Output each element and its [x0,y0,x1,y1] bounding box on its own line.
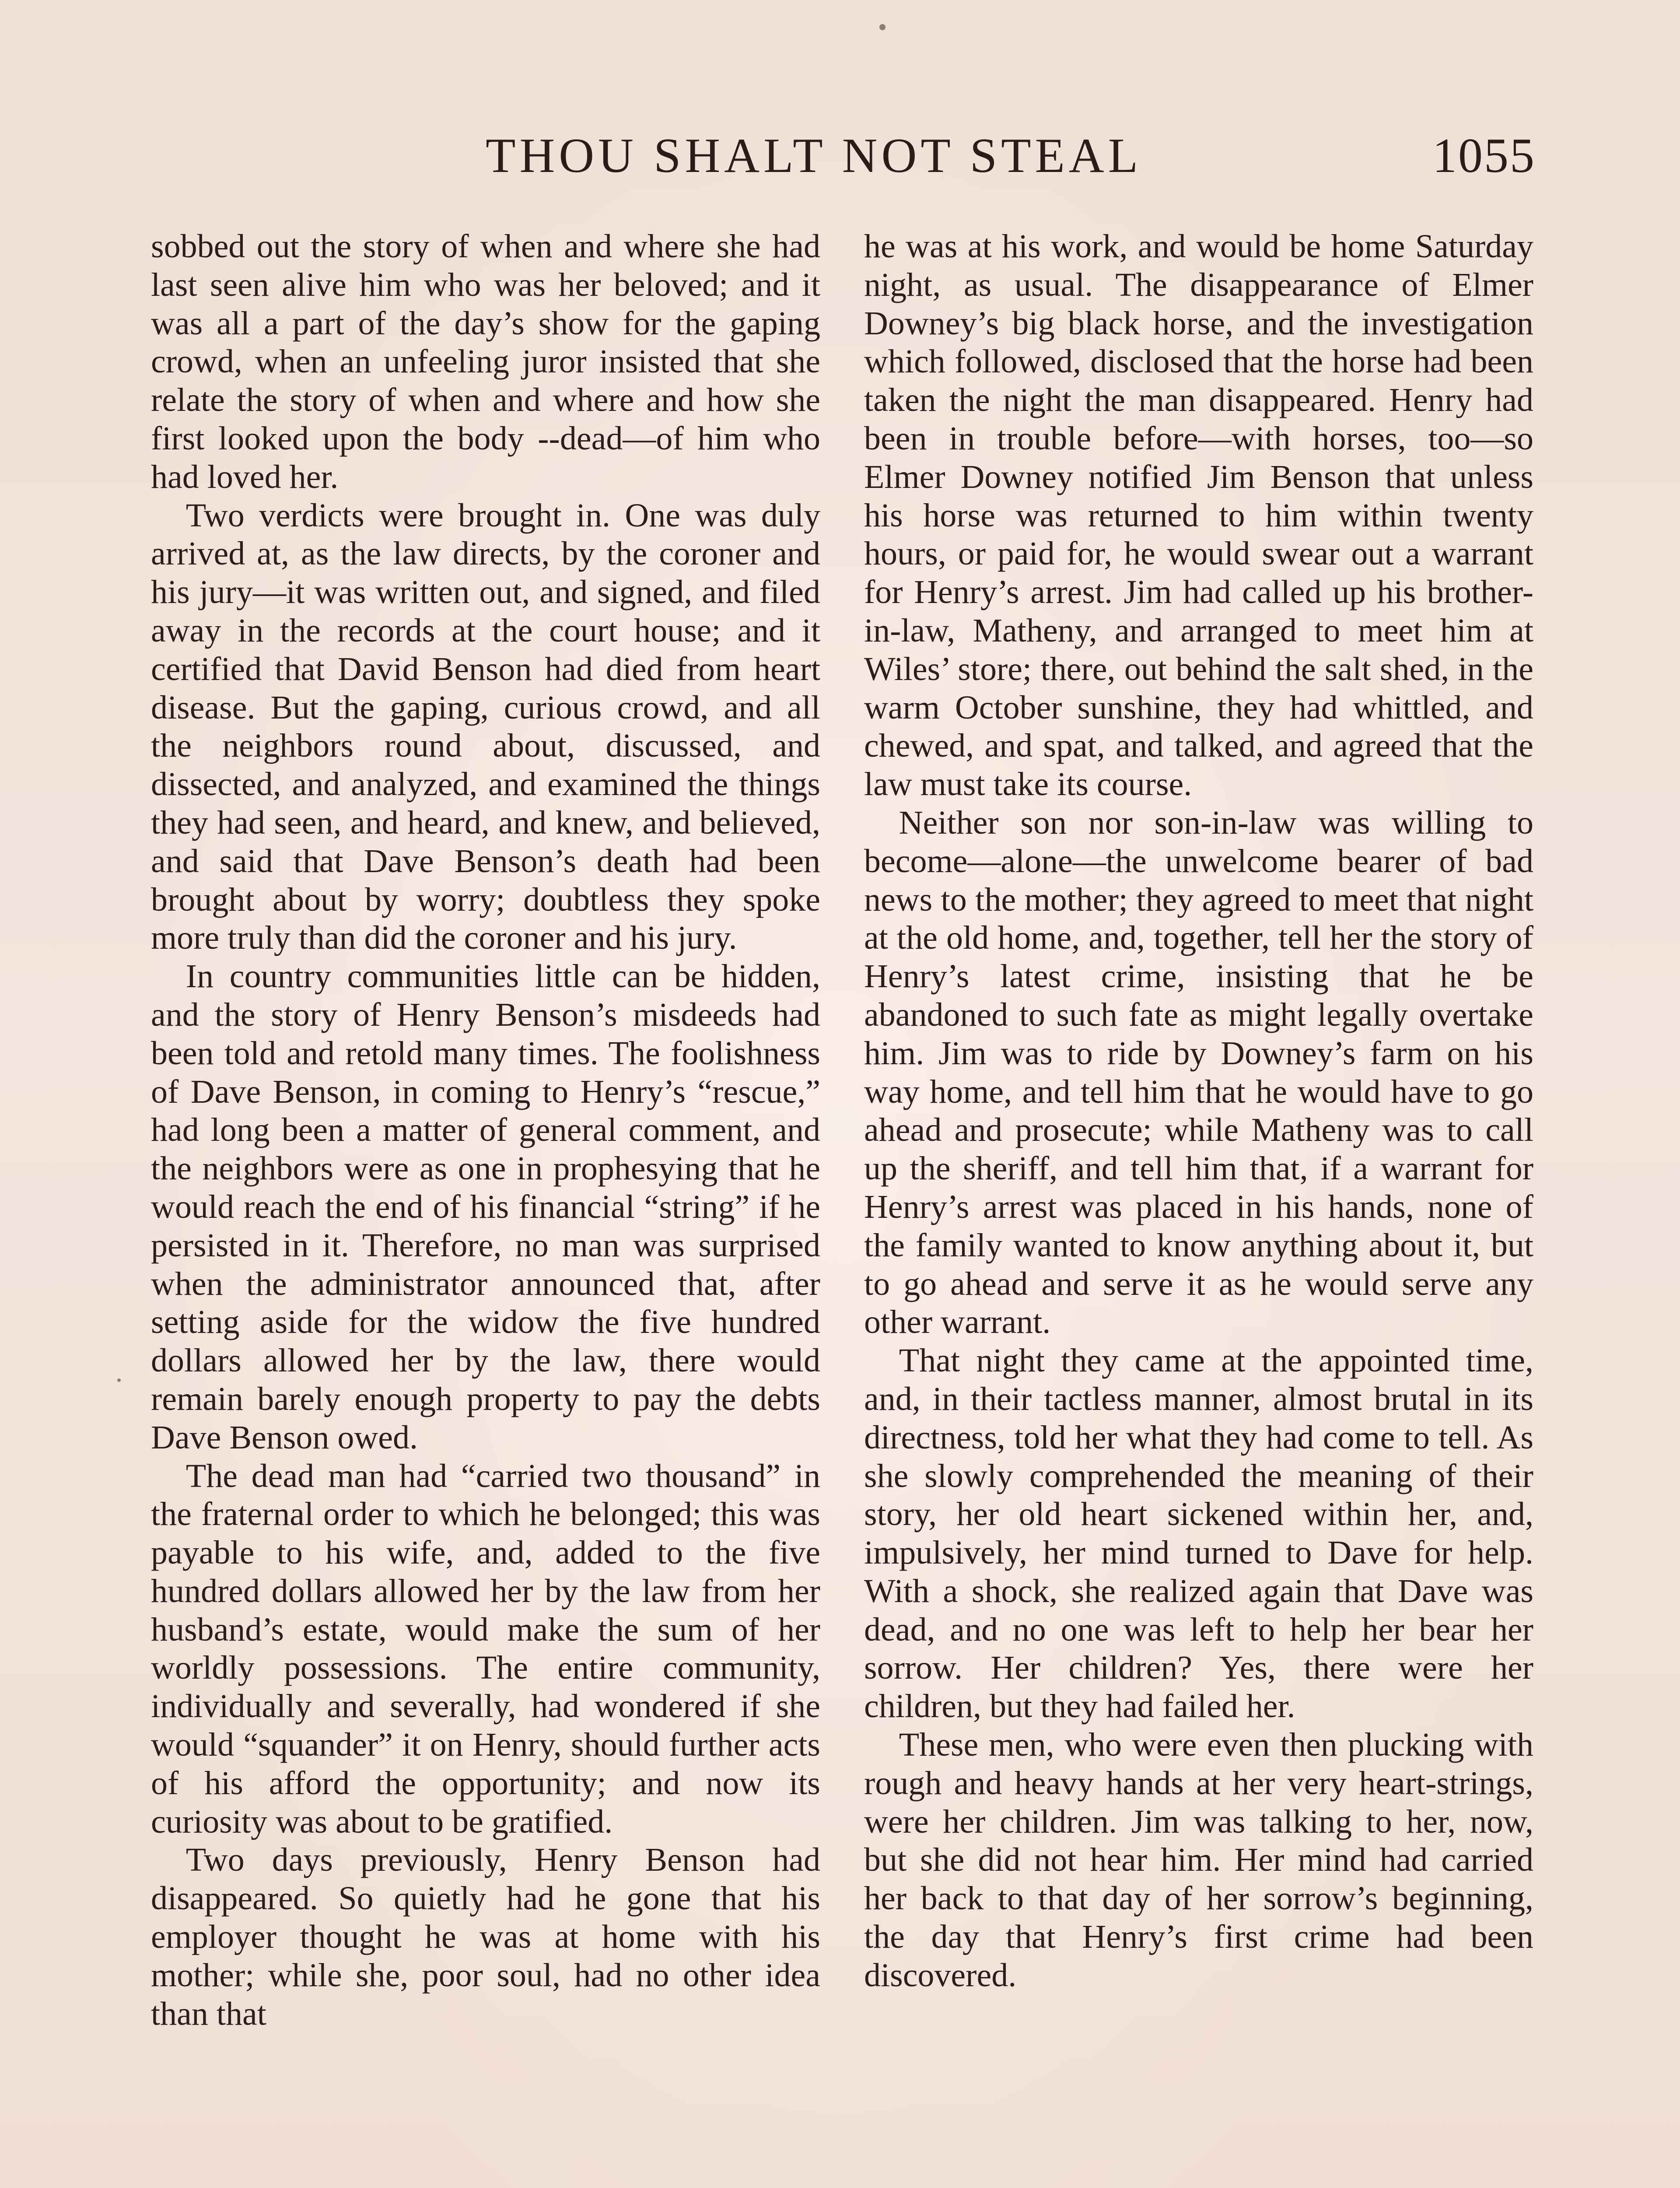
paragraph: That night they came at the appointed time, and, in their tactless manner, almost brutal in its directness, told her what they had come to tell. As she slowly comprehended the meaning of their story, her old heart sickened within her, and, impulsively, her mind turned to Dave for help. With a shock, she realized again that Dave was dead, and no one was left to help her bear her sorrow. Her children? Yes, there were her children, but they had failed her. [864,1342,1533,1725]
paragraph: Two verdicts were brought in. One was duly arrived at, as the law directs, by the coroner and his jury—it was written out, and signed, and filed away in the records at the court house; and it certified that David Benson had died from heart disease. But the gaping, curious crowd, and all the neighbors round about, discussed, and dissected, and analyzed, and examined the things they had seen, and heard, and knew, and believed, and said that Dave Benson’s death had been brought about by worry; doubtless they spoke more truly than did the coroner and his jury. [151,497,820,957]
running-title: THOU SHALT NOT STEAL [486,129,1142,183]
paragraph: Neither son nor son-in-law was willing to become—alone—the unwelcome bearer of bad news to the mother; they agreed to meet that night at the old home, and, together, tell her the story of Henry’s latest crime, insisting that he be abandoned to such fate as might legally overtake him. Jim was to ride by Downey’s farm on his way home, and tell him that he would have to go ahead and prosecute; while Matheny was to call up the sheriff, and tell him that, if a warrant for Henry’s arrest was placed in his hands, none of the family wanted to know anything about it, but to go ahead and serve it as he would serve any other warrant. [864,804,1533,1341]
print-speck [879,24,886,30]
paragraph: he was at his work, and would be home Saturday night, as usual. The disappearance of Elmer Downey’s big black horse, and the investigation which followed, disclosed that the horse had been taken the night the man disappeared. Henry had been in trouble before—with horses, too—so Elmer Downey notified Jim Benson that unless his horse was returned to him within twenty hours, or paid for, he would swear out a warrant for Henry’s arrest. Jim had called up his brother-in-law, Matheny, and arranged to meet him at Wiles’ store; there, out behind the salt shed, in the warm October sunshine, they had whittled, and chewed, and spat, and talked, and agreed that the law must take its course. [864,228,1533,803]
paragraph: In country communities little can be hidden, and the story of Henry Benson’s misdeeds had been told and retold many times. The foolishness of Dave Benson, in coming to Henry’s “rescue,” had long been a matter of general comment, and the neighbors were as one in prophesying that he would reach the end of his financial “string” if he persisted in it. Therefore, no man was surprised when the administrator announced that, after setting aside for the widow the five hundred dollars allowed her by the law, there would remain barely enough property to pay the debts Dave Benson owed. [151,958,820,1456]
left-column [151,228,820,2033]
paragraph: Two days previously, Henry Benson had disappeared. So quietly had he gone that his employer thought he was at home with his mother; while she, poor soul, had no other idea than that [151,1841,820,2032]
page-number: 1055 [1432,129,1536,183]
print-speck [117,1378,121,1382]
paragraph: The dead man had “carried two thousand” in the fraternal order to which he belonged; this was payable to his wife, and, added to the five hundred dollars allowed her by the law from her husband’s estate, would make the sum of her worldly possessions. The entire community, individually and severally, had wondered if she would “squander” it on Henry, should further acts of his afford the opportunity; and now its curiosity was about to be gratified. [151,1457,820,1840]
paragraph: These men, who were even then plucking with rough and heavy hands at her very heart-strings, were her children. Jim was talking to her, now, but she did not hear him. Her mind had carried her back to that day of her sorrow’s beginning, the day that Henry’s first crime had been discovered. [864,1726,1533,1994]
paragraph: sobbed out the story of when and where she had last seen alive him who was her beloved; and it was all a part of the day’s show for the gaping crowd, when an unfeeling juror insisted that she relate the story of when and where and how she first looked upon the body --dead—of him who had loved her. [151,228,820,495]
right-column [864,228,1533,1995]
